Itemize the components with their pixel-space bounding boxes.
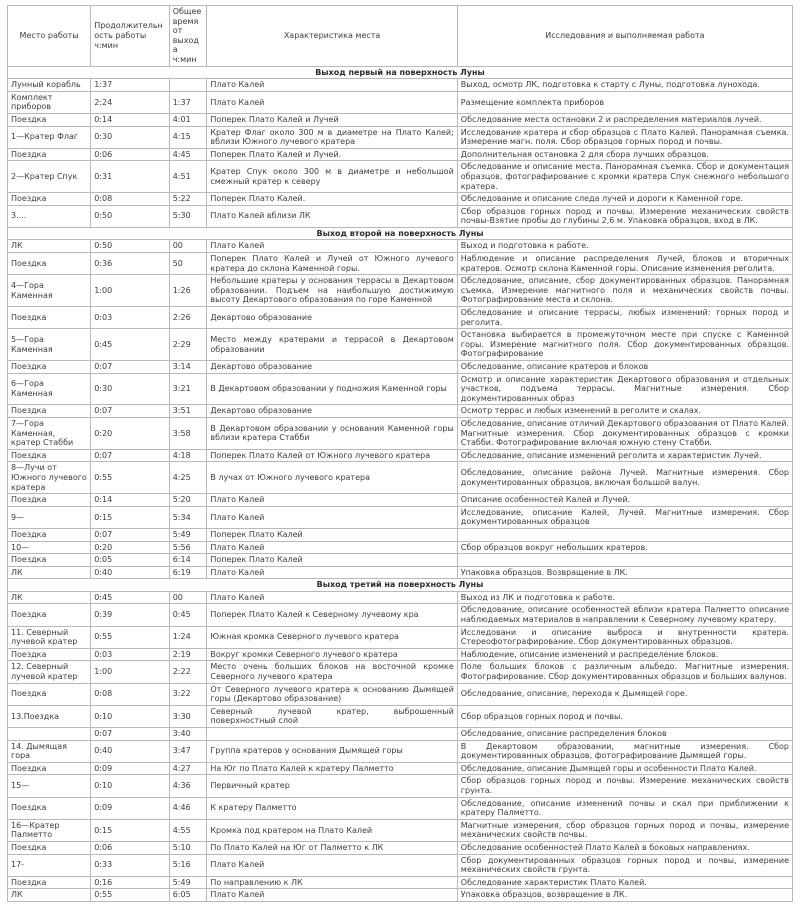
place-cell: 9— [8, 506, 91, 528]
total-time-cell: 3:47 [169, 740, 207, 762]
total-time-cell [169, 79, 207, 92]
work-cell: Размещение комплекта приборов [457, 91, 792, 113]
table-row [8, 494, 793, 507]
place-cell: Поездка [8, 193, 91, 206]
total-time-cell: 3:40 [169, 728, 207, 741]
work-cell: Обследование, описание, перехода к Дымящей горе. [457, 683, 792, 705]
duration-cell: 0:40 [91, 740, 170, 762]
work-cell: Обследование места остановки 2 и распределения материалов лучей. [457, 113, 792, 126]
place-cell: Поездка [8, 648, 91, 661]
site-cell: Плато Калей вблизи ЛК [207, 205, 457, 227]
table-body [8, 66, 793, 901]
place-cell: 1—Кратер Флаг [8, 126, 91, 148]
total-time-cell: 4:25 [169, 462, 207, 494]
site-cell: В лучах от Южного лучевого кратера [207, 462, 457, 494]
site-cell: Плато Калей [207, 566, 457, 579]
table-row [8, 148, 793, 161]
duration-cell: 0:31 [91, 161, 170, 193]
table-row [8, 541, 793, 554]
work-cell: Обследование, описание отличий Декартового образования от Плато Калей. Магнитные измерения. Сбор документированных образцов с кромки Стабби. Фотографирование включая южную стену Стабби. [457, 417, 792, 449]
duration-cell: 0:50 [91, 240, 170, 253]
total-time-cell: 4:18 [169, 449, 207, 462]
place-cell: ЛК [8, 566, 91, 579]
site-cell: Плато Калей [207, 91, 457, 113]
work-cell [457, 554, 792, 567]
total-time-cell: 4:55 [169, 819, 207, 841]
place-cell: 12. Северный лучевой кратер [8, 661, 91, 683]
site-cell: Поперек Плато Калей к Северному лучевому кра [207, 604, 457, 626]
place-cell: Комплект приборов [8, 91, 91, 113]
table-row [8, 889, 793, 902]
place-cell: 5—Гора Каменная [8, 329, 91, 361]
duration-cell: 0:09 [91, 797, 170, 819]
site-cell: Плато Калей [207, 506, 457, 528]
total-time-cell: 6:19 [169, 566, 207, 579]
place-cell: Поездка [8, 554, 91, 567]
place-cell: ЛК [8, 240, 91, 253]
site-cell: Поперек Плато Калей и Лучей. [207, 148, 457, 161]
duration-cell: 0:10 [91, 775, 170, 797]
work-cell: Упаковка образцов. Возвращение в ЛК. [457, 566, 792, 579]
table-row [8, 604, 793, 626]
duration-cell: 0:08 [91, 683, 170, 705]
site-cell: Поперек Плато Калей и Лучей от Южного лучевого кратера до склона Каменной горы. [207, 253, 457, 275]
duration-cell: 0:30 [91, 126, 170, 148]
total-time-cell: 5:20 [169, 494, 207, 507]
duration-cell: 0:55 [91, 462, 170, 494]
table-row [8, 307, 793, 329]
col-header-work: Исследования и выполняемая работа [457, 6, 792, 67]
duration-cell: 0:06 [91, 148, 170, 161]
table-row [8, 126, 793, 148]
work-cell: Обследование, описание района Лучей. Магнитные измерения. Сбор документированных образцов, включая большой валун. [457, 462, 792, 494]
site-cell [207, 728, 457, 741]
total-time-cell: 3:22 [169, 683, 207, 705]
site-cell: Декартово образование [207, 405, 457, 418]
place-cell: Поездка [8, 494, 91, 507]
col-header-place: Место работы [8, 6, 91, 67]
site-cell: Декартово образование [207, 307, 457, 329]
duration-cell: 0:30 [91, 373, 170, 405]
table-row [8, 554, 793, 567]
site-cell: Небольшие кратеры у основания террасы в Декартовом образовании. Подъем на наибольшую достижимую высоту Декартового образования по горе Каменной [207, 275, 457, 307]
total-time-cell: 6:05 [169, 889, 207, 902]
total-time-cell: 5:34 [169, 506, 207, 528]
place-cell: ЛК [8, 889, 91, 902]
total-time-cell: 3:51 [169, 405, 207, 418]
eva-schedule-table [7, 5, 793, 902]
place-cell [8, 728, 91, 741]
section-header-row [8, 66, 793, 79]
work-cell: В Декартовом образовании, магнитные измерения. Сбор документированных образцов, фотографирование Дымящей горы. [457, 740, 792, 762]
work-cell: Выход из ЛК и подготовка к работе. [457, 591, 792, 604]
site-cell: Место между кратерами и террасой в Декартовом образовании [207, 329, 457, 361]
place-cell: 16—Кратер Палметто [8, 819, 91, 841]
place-cell: 3.... [8, 205, 91, 227]
place-cell: 10— [8, 541, 91, 554]
place-cell: Поездка [8, 604, 91, 626]
table-row [8, 705, 793, 727]
site-cell: Плато Калей [207, 494, 457, 507]
work-cell: Обследование, описание, сбор документированных образцов. Панорамная съемка. Измерение магнитного поля и механических свойств почвы. Фотографирование места и склона. [457, 275, 792, 307]
work-cell: Осмотр террас и любых изменений в реголите и скалах. [457, 405, 792, 418]
duration-cell: 0:15 [91, 506, 170, 528]
site-cell: Плато Калей [207, 79, 457, 92]
duration-cell: 0:39 [91, 604, 170, 626]
table-row [8, 762, 793, 775]
work-cell: Исследовани и описание выброса и внутренности кратера. Стереофотографирование. Сбор документированных образцов. [457, 626, 792, 648]
total-time-cell: 3:21 [169, 373, 207, 405]
table-row [8, 876, 793, 889]
table-row [8, 405, 793, 418]
table-row [8, 740, 793, 762]
place-cell: 7—Гора Каменная, кратер Стабби [8, 417, 91, 449]
place-cell: Поездка [8, 253, 91, 275]
duration-cell: 0:15 [91, 819, 170, 841]
site-cell: Кромка под кратером на Плато Калей [207, 819, 457, 841]
duration-cell: 0:07 [91, 528, 170, 541]
site-cell: Плато Калей [207, 591, 457, 604]
site-cell: На Юг по Плато Калей к кратеру Палметто [207, 762, 457, 775]
site-cell: Поперек Плато Калей [207, 554, 457, 567]
duration-cell: 0:09 [91, 762, 170, 775]
table-header [8, 6, 793, 67]
total-time-cell: 4:45 [169, 148, 207, 161]
table-row [8, 797, 793, 819]
table-row [8, 591, 793, 604]
duration-cell: 0:07 [91, 405, 170, 418]
place-cell: Поездка [8, 683, 91, 705]
place-cell: 4—Гора Каменная [8, 275, 91, 307]
total-time-cell: 2:26 [169, 307, 207, 329]
work-cell: Обследование и описание следа лучей и дороги к Каменной горе. [457, 193, 792, 206]
duration-cell: 0:03 [91, 648, 170, 661]
work-cell: Исследование кратера и сбор образцов с Плато Калей. Панорамная съемка. Измерение магн. поля. Сбор образцов горных пород и почвы. [457, 126, 792, 148]
total-time-cell: 4:46 [169, 797, 207, 819]
table-row [8, 841, 793, 854]
place-cell: Поездка [8, 762, 91, 775]
total-time-cell: 50 [169, 253, 207, 275]
place-cell: 2—Кратер Спук [8, 161, 91, 193]
site-cell: Плато Калей [207, 541, 457, 554]
table-row [8, 253, 793, 275]
site-cell: Северный лучевой кратер, выброшенный поверхностный слой [207, 705, 457, 727]
work-cell: Выход и подготовка к работе. [457, 240, 792, 253]
work-cell: Наблюдение, описание изменений и распределение блоков. [457, 648, 792, 661]
site-cell: В Декартовом образовании у основания Каменной горы вблизи кратера Стабби [207, 417, 457, 449]
table-row [8, 91, 793, 113]
place-cell: 11. Северный лучевой кратер [8, 626, 91, 648]
duration-cell: 0:36 [91, 253, 170, 275]
work-cell: Обследование, описание распределения блоков [457, 728, 792, 741]
table-row [8, 648, 793, 661]
place-cell: Поездка [8, 841, 91, 854]
place-cell: ЛК [8, 591, 91, 604]
work-cell: Обследование и описание террасы, любых изменений: горных пород и реголита. [457, 307, 792, 329]
section-header-row [8, 227, 793, 240]
table-row [8, 79, 793, 92]
total-time-cell: 5:56 [169, 541, 207, 554]
place-cell: Поездка [8, 449, 91, 462]
table-row [8, 728, 793, 741]
work-cell: Сбор образцов горных пород и почвы. Измерение механических свойств грунта. [457, 775, 792, 797]
total-time-cell: 00 [169, 240, 207, 253]
duration-cell: 0:14 [91, 113, 170, 126]
place-cell: 15— [8, 775, 91, 797]
place-cell: 17- [8, 854, 91, 876]
total-time-cell: 4:01 [169, 113, 207, 126]
site-cell: По Плато Калей на Юг от Палметто к ЛК [207, 841, 457, 854]
site-cell: Кратер Спук около 300 м в диаметре и небольшой смежный кратер к северу [207, 161, 457, 193]
work-cell: Магнитные измерения, сбор образцов горных пород и почвы, измерение механических свойств почвы. [457, 819, 792, 841]
section-title: Выход третий на поверхность Луны [8, 579, 793, 592]
work-cell: Остановка выбирается в промежуточном месте при спуске с Каменной горы. Измерение магнитного поля. Сбор документированных образцов. Фотографирование [457, 329, 792, 361]
duration-cell: 0:07 [91, 728, 170, 741]
duration-cell: 1:00 [91, 661, 170, 683]
duration-cell: 0:20 [91, 541, 170, 554]
site-cell: Группа кратеров у основания Дымящей горы [207, 740, 457, 762]
table-row [8, 193, 793, 206]
site-cell: Место очень больших блоков на восточной кромке Северного лучевого кратера [207, 661, 457, 683]
work-cell: Обследование, описание изменений реголита и характеристик Лучей. [457, 449, 792, 462]
total-time-cell: 5:30 [169, 205, 207, 227]
total-time-cell: 4:36 [169, 775, 207, 797]
site-cell: Вокруг кромки Северного лучевого кратера [207, 648, 457, 661]
duration-cell: 1:00 [91, 275, 170, 307]
site-cell: Первичный кратер [207, 775, 457, 797]
table-row [8, 661, 793, 683]
work-cell: Осмотр и описание характеристик Декартового образования и отдельных участков, подъема террасы. Магнитные измерения. Сбор документированных образ [457, 373, 792, 405]
total-time-cell: 3:14 [169, 361, 207, 374]
table-row [8, 854, 793, 876]
work-cell: Обследование, описание кратеров и блоков [457, 361, 792, 374]
table-row [8, 528, 793, 541]
work-cell: Описание особенностей Калей и Лучей. [457, 494, 792, 507]
total-time-cell: 00 [169, 591, 207, 604]
table-row [8, 449, 793, 462]
work-cell: Обследование характеристик Плато Калей. [457, 876, 792, 889]
site-cell: К кратеру Палметто [207, 797, 457, 819]
place-cell: Поездка [8, 797, 91, 819]
total-time-cell: 1:26 [169, 275, 207, 307]
place-cell: Поездка [8, 876, 91, 889]
duration-cell: 0:06 [91, 841, 170, 854]
work-cell: Упаковка образцов, возвращение в ЛК. [457, 889, 792, 902]
place-cell: Поездка [8, 113, 91, 126]
duration-cell: 0:03 [91, 307, 170, 329]
work-cell: Обследование, описание особенностей вблизи кратера Палметто описание наблюдаемых материалов в направлении к Северному лучевому кратеру. [457, 604, 792, 626]
duration-cell: 2:24 [91, 91, 170, 113]
place-cell: Поездка [8, 148, 91, 161]
total-time-cell: 2:29 [169, 329, 207, 361]
duration-cell: 0:50 [91, 205, 170, 227]
site-cell: Поперек Плато Калей. [207, 193, 457, 206]
duration-cell: 0:33 [91, 854, 170, 876]
col-header-duration: Продолжительность работы ч:мин [91, 6, 170, 67]
duration-cell: 0:14 [91, 494, 170, 507]
place-cell: 14. Дымящая гора [8, 740, 91, 762]
table-row [8, 626, 793, 648]
total-time-cell: 5:22 [169, 193, 207, 206]
table-row [8, 329, 793, 361]
work-cell: Поле больших блоков с различным альбедо. Магнитные измерения. Фотографирование. Сбор документированных образцов и больших валунов. [457, 661, 792, 683]
total-time-cell: 0:45 [169, 604, 207, 626]
table-row [8, 566, 793, 579]
table-row [8, 775, 793, 797]
work-cell: Исследование, описание Калей, Лучей. Магнитные измерения. Сбор документированных образцов [457, 506, 792, 528]
total-time-cell: 5:49 [169, 528, 207, 541]
col-header-total-time: Общее время от выхода ч:мин [169, 6, 207, 67]
total-time-cell: 5:10 [169, 841, 207, 854]
duration-cell: 0:16 [91, 876, 170, 889]
site-cell: Декартово образование [207, 361, 457, 374]
total-time-cell: 3:30 [169, 705, 207, 727]
work-cell: Сбор образцов горных пород и почвы. Измерение механических свойств почвы-Взятие пробы до глубины 2,6 м. Упаковка образцов, вход в ЛК. [457, 205, 792, 227]
place-cell: 13.Поездка [8, 705, 91, 727]
table-row [8, 361, 793, 374]
table-row [8, 373, 793, 405]
place-cell: 8—Лучи от Южного лучевого кратера [8, 462, 91, 494]
site-cell: Поперек Плато Калей и Лучей [207, 113, 457, 126]
total-time-cell: 3:58 [169, 417, 207, 449]
table-row [8, 275, 793, 307]
table-row [8, 819, 793, 841]
duration-cell: 0:45 [91, 329, 170, 361]
table-row [8, 506, 793, 528]
site-cell: Плато Калей [207, 889, 457, 902]
site-cell: Плато Калей [207, 854, 457, 876]
col-header-site: Характеристика места [207, 6, 457, 67]
total-time-cell: 6:14 [169, 554, 207, 567]
work-cell: Сбор документированных образцов горных пород и почвы, измерение механических свойств грунта. [457, 854, 792, 876]
table-row [8, 205, 793, 227]
duration-cell: 0:05 [91, 554, 170, 567]
total-time-cell: 1:24 [169, 626, 207, 648]
place-cell: Поездка [8, 307, 91, 329]
total-time-cell: 1:37 [169, 91, 207, 113]
total-time-cell: 4:27 [169, 762, 207, 775]
table-row [8, 462, 793, 494]
site-cell: Поперек Плато Калей от Южного лучевого кратера [207, 449, 457, 462]
duration-cell: 0:10 [91, 705, 170, 727]
duration-cell: 1:37 [91, 79, 170, 92]
header-row [8, 6, 793, 67]
total-time-cell: 2:19 [169, 648, 207, 661]
work-cell: Дополнительная остановка 2 для сбора лучших образцов. [457, 148, 792, 161]
duration-cell: 0:55 [91, 889, 170, 902]
section-header-row [8, 579, 793, 592]
site-cell: От Северного лучевого кратера к основанию Дымящей горы (Декартово образование) [207, 683, 457, 705]
total-time-cell: 5:49 [169, 876, 207, 889]
work-cell: Обследование, описание изменений почвы и скал при приближении к кратеру Палметто. [457, 797, 792, 819]
duration-cell: 0:20 [91, 417, 170, 449]
site-cell: Кратер Флаг около 300 м в диаметре на Плато Калей; вблизи Южного лучевого кратера [207, 126, 457, 148]
section-title: Выход первый на поверхность Луны [8, 66, 793, 79]
table-row [8, 417, 793, 449]
place-cell: Поездка [8, 361, 91, 374]
work-cell: Сбор образцов вокруг небольших кратеров. [457, 541, 792, 554]
place-cell: Лунный корабль [8, 79, 91, 92]
site-cell: Плато Калей [207, 240, 457, 253]
site-cell: Южная кромка Северного лучевого кратера [207, 626, 457, 648]
duration-cell: 0:08 [91, 193, 170, 206]
work-cell: Сбор образцов горных пород и почвы. [457, 705, 792, 727]
place-cell: Поездка [8, 405, 91, 418]
document-page [4, 0, 796, 907]
total-time-cell: 5:16 [169, 854, 207, 876]
site-cell: В Декартовом образовании у подножия Каменной горы [207, 373, 457, 405]
work-cell: Обследование и описание места. Панорамная съемка. Сбор и документация образцов, фотографирование с кромки кратера Спук снежного небольшого кратера. [457, 161, 792, 193]
total-time-cell: 4:15 [169, 126, 207, 148]
table-row [8, 161, 793, 193]
table-row [8, 113, 793, 126]
table-row [8, 240, 793, 253]
table-row [8, 683, 793, 705]
work-cell: Выход, осмотр ЛК, подготовка к старту с Луны, подготовка лунохода. [457, 79, 792, 92]
total-time-cell: 2:22 [169, 661, 207, 683]
place-cell: Поездка [8, 528, 91, 541]
duration-cell: 0:07 [91, 449, 170, 462]
place-cell: 6—Гора Каменная [8, 373, 91, 405]
section-title: Выход второй на поверхность Луны [8, 227, 793, 240]
duration-cell: 0:07 [91, 361, 170, 374]
duration-cell: 0:40 [91, 566, 170, 579]
work-cell: Обследование, описание Дымящей горы и особенности Плато Калей. [457, 762, 792, 775]
work-cell: Обследование особенностей Плато Калей в боковых направлениях. [457, 841, 792, 854]
duration-cell: 0:45 [91, 591, 170, 604]
work-cell [457, 528, 792, 541]
total-time-cell: 4:51 [169, 161, 207, 193]
site-cell: По направлению к ЛК [207, 876, 457, 889]
work-cell: Наблюдение и описание распределения Лучей, блоков и вторичных кратеров. Осмотр склона Каменной горы. Описание изменения реголита. [457, 253, 792, 275]
site-cell: Поперек Плато Калей [207, 528, 457, 541]
duration-cell: 0:55 [91, 626, 170, 648]
